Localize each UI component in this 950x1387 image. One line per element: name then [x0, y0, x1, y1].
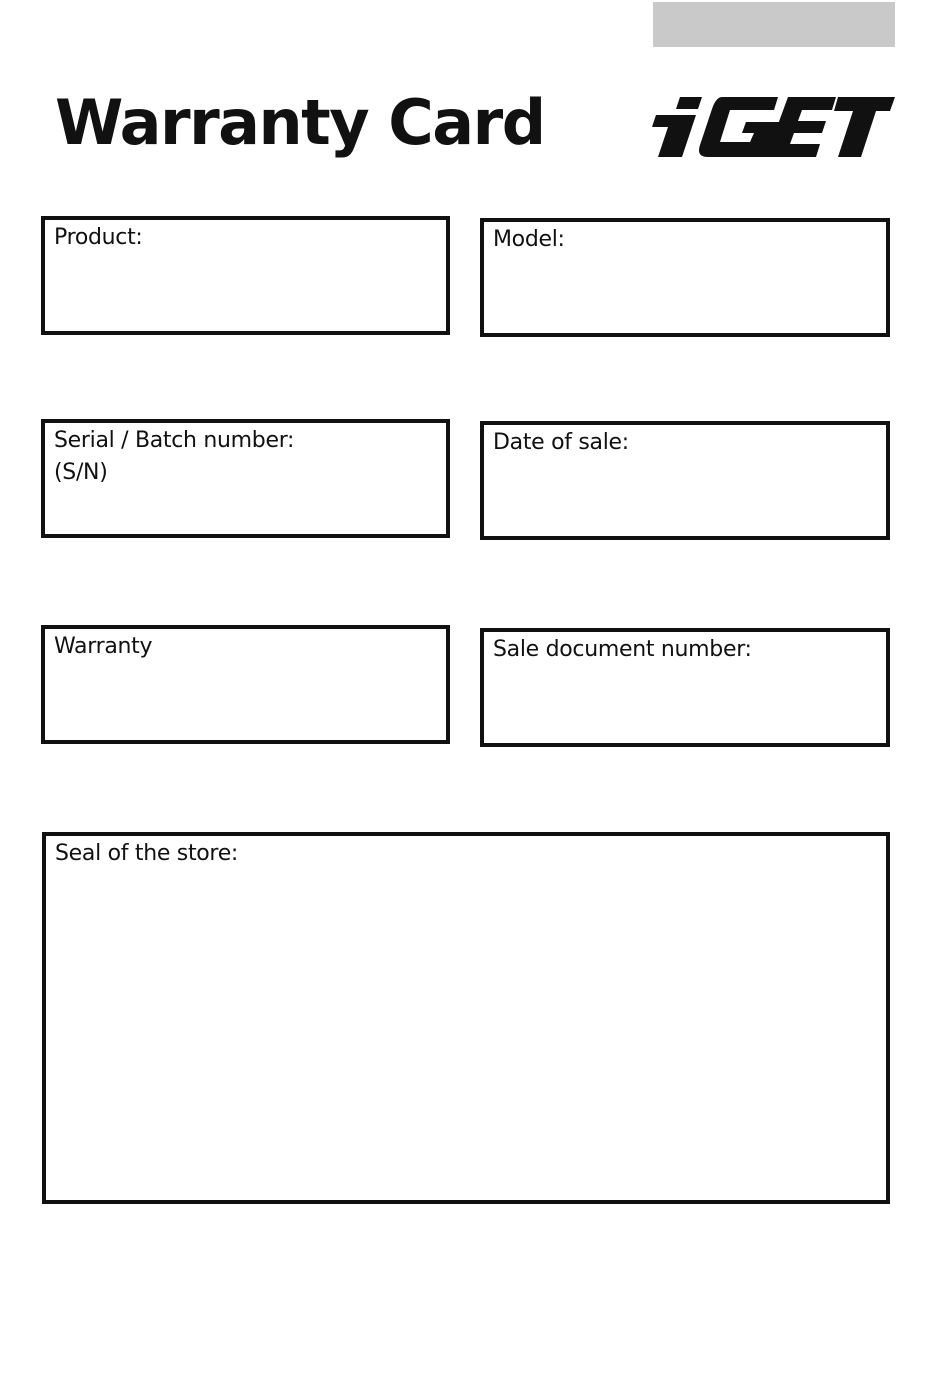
- sale-document-number-label: Sale document number:: [493, 637, 752, 662]
- serial-number-abbreviation: (S/N): [54, 460, 108, 485]
- sale-document-number-field[interactable]: [480, 628, 890, 747]
- product-field[interactable]: [41, 216, 450, 335]
- model-label: Model:: [493, 227, 565, 252]
- warranty-label: Warranty: [54, 634, 153, 659]
- model-field[interactable]: [480, 218, 890, 337]
- product-label: Product:: [54, 225, 143, 250]
- store-seal-label: Seal of the store:: [55, 841, 239, 866]
- serial-batch-number-label: Serial / Batch number:: [54, 428, 295, 453]
- header-gray-tab: [653, 2, 895, 47]
- warranty-field[interactable]: [41, 625, 450, 744]
- serial-batch-number-field[interactable]: [41, 419, 450, 538]
- page-title: Warranty Card: [55, 86, 545, 159]
- date-of-sale-label: Date of sale:: [493, 430, 629, 455]
- date-of-sale-field[interactable]: [480, 421, 890, 540]
- store-seal-field[interactable]: [42, 832, 890, 1204]
- iget-logo: [650, 95, 895, 159]
